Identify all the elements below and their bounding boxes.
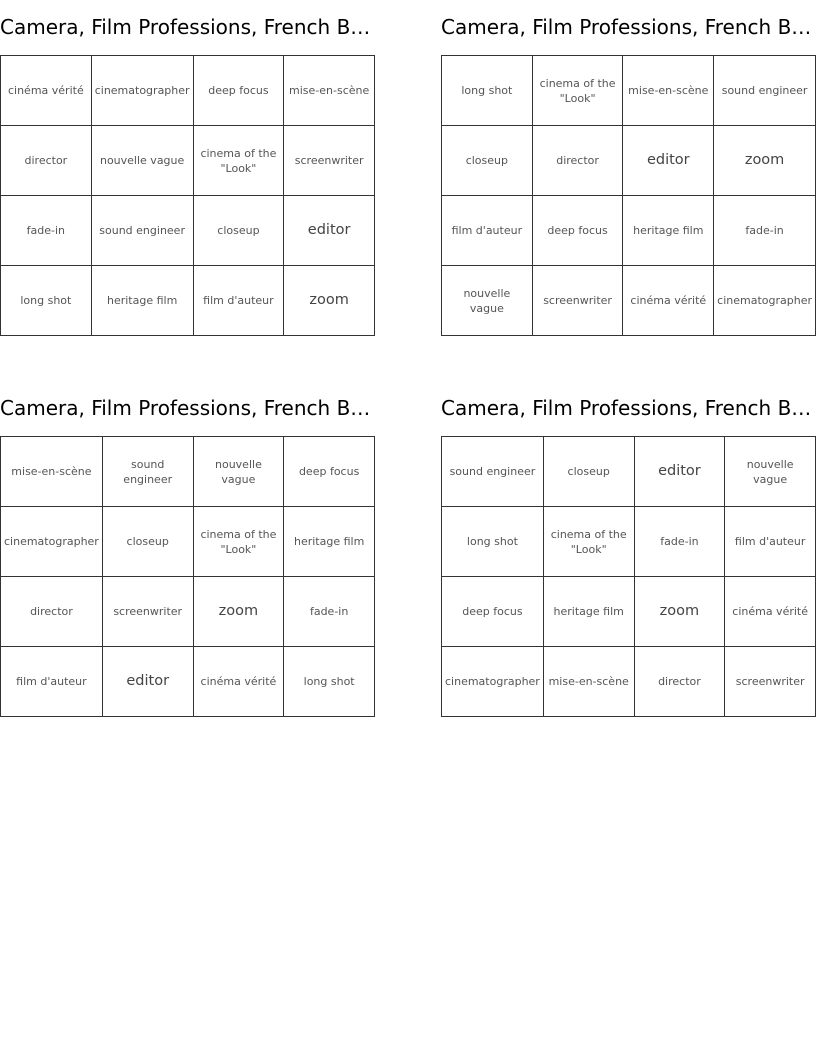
- bingo-card: [441, 0, 816, 336]
- bingo-cell: long shot: [442, 56, 533, 126]
- bingo-cell: screenwriter: [533, 266, 624, 336]
- bingo-cell: editor: [103, 647, 194, 717]
- bingo-cell: zoom: [194, 577, 285, 647]
- bingo-cell: nouvelle vague: [442, 266, 533, 336]
- bingo-cell: deep focus: [284, 437, 375, 507]
- bingo-cell: long shot: [442, 507, 544, 577]
- bingo-cell: long shot: [1, 266, 92, 336]
- bingo-cell: sound engineer: [714, 56, 816, 126]
- bingo-cell: director: [1, 577, 103, 647]
- bingo-cell: heritage film: [623, 196, 714, 266]
- bingo-cell: nouvelle vague: [725, 437, 816, 507]
- bingo-cell: cinematographer: [714, 266, 816, 336]
- bingo-cell: cinema of the "Look": [533, 56, 624, 126]
- bingo-cell: heritage film: [284, 507, 375, 577]
- card-title: Camera, Film Professions, French B…: [441, 15, 812, 39]
- bingo-cell: closeup: [103, 507, 194, 577]
- bingo-cell: sound engineer: [92, 196, 194, 266]
- bingo-grid: [0, 436, 375, 717]
- bingo-cell: cinéma vérité: [1, 56, 92, 126]
- bingo-cell: sound engineer: [103, 437, 194, 507]
- bingo-cell: closeup: [544, 437, 635, 507]
- bingo-card: [0, 381, 375, 717]
- bingo-cell: cinematographer: [92, 56, 194, 126]
- bingo-card: [441, 381, 816, 717]
- bingo-cell: deep focus: [533, 196, 624, 266]
- bingo-grid: [441, 55, 816, 336]
- bingo-cell: cinéma vérité: [194, 647, 285, 717]
- bingo-cell: closeup: [194, 196, 285, 266]
- bingo-cell: zoom: [714, 126, 816, 196]
- bingo-cell: screenwriter: [725, 647, 816, 717]
- bingo-cell: film d'auteur: [1, 647, 103, 717]
- bingo-cell: long shot: [284, 647, 375, 717]
- bingo-cell: deep focus: [442, 577, 544, 647]
- bingo-cell: nouvelle vague: [194, 437, 285, 507]
- bingo-cell: film d'auteur: [725, 507, 816, 577]
- bingo-cell: film d'auteur: [442, 196, 533, 266]
- bingo-cell: fade-in: [635, 507, 726, 577]
- bingo-cell: cinéma vérité: [623, 266, 714, 336]
- bingo-cell: editor: [623, 126, 714, 196]
- bingo-cell: heritage film: [92, 266, 194, 336]
- card-title: Camera, Film Professions, French B…: [441, 396, 812, 420]
- bingo-card: [0, 0, 375, 336]
- bingo-cell: mise-en-scène: [284, 56, 375, 126]
- bingo-grid: [441, 436, 816, 717]
- bingo-cell: director: [1, 126, 92, 196]
- bingo-cell: cinéma vérité: [725, 577, 816, 647]
- bingo-cell: fade-in: [1, 196, 92, 266]
- bingo-cell: screenwriter: [103, 577, 194, 647]
- bingo-cell: cinema of the "Look": [194, 507, 285, 577]
- bingo-cell: film d'auteur: [194, 266, 285, 336]
- bingo-cell: cinema of the "Look": [194, 126, 285, 196]
- bingo-cell: zoom: [635, 577, 726, 647]
- bingo-cell: nouvelle vague: [92, 126, 194, 196]
- bingo-cell: fade-in: [714, 196, 816, 266]
- bingo-cell: cinematographer: [1, 507, 103, 577]
- bingo-cell: closeup: [442, 126, 533, 196]
- bingo-cell: editor: [635, 437, 726, 507]
- bingo-cell: sound engineer: [442, 437, 544, 507]
- card-title: Camera, Film Professions, French B…: [0, 15, 371, 39]
- bingo-cell: deep focus: [194, 56, 285, 126]
- bingo-cell: cinema of the "Look": [544, 507, 635, 577]
- bingo-cell: screenwriter: [284, 126, 375, 196]
- bingo-cell: heritage film: [544, 577, 635, 647]
- bingo-grid: [0, 55, 375, 336]
- bingo-cell: mise-en-scène: [623, 56, 714, 126]
- card-title: Camera, Film Professions, French B…: [0, 396, 371, 420]
- bingo-cell: cinematographer: [442, 647, 544, 717]
- bingo-cell: mise-en-scène: [544, 647, 635, 717]
- bingo-cell: mise-en-scène: [1, 437, 103, 507]
- bingo-cell: director: [533, 126, 624, 196]
- bingo-cell: zoom: [284, 266, 375, 336]
- bingo-cell: editor: [284, 196, 375, 266]
- bingo-cell: director: [635, 647, 726, 717]
- bingo-cell: fade-in: [284, 577, 375, 647]
